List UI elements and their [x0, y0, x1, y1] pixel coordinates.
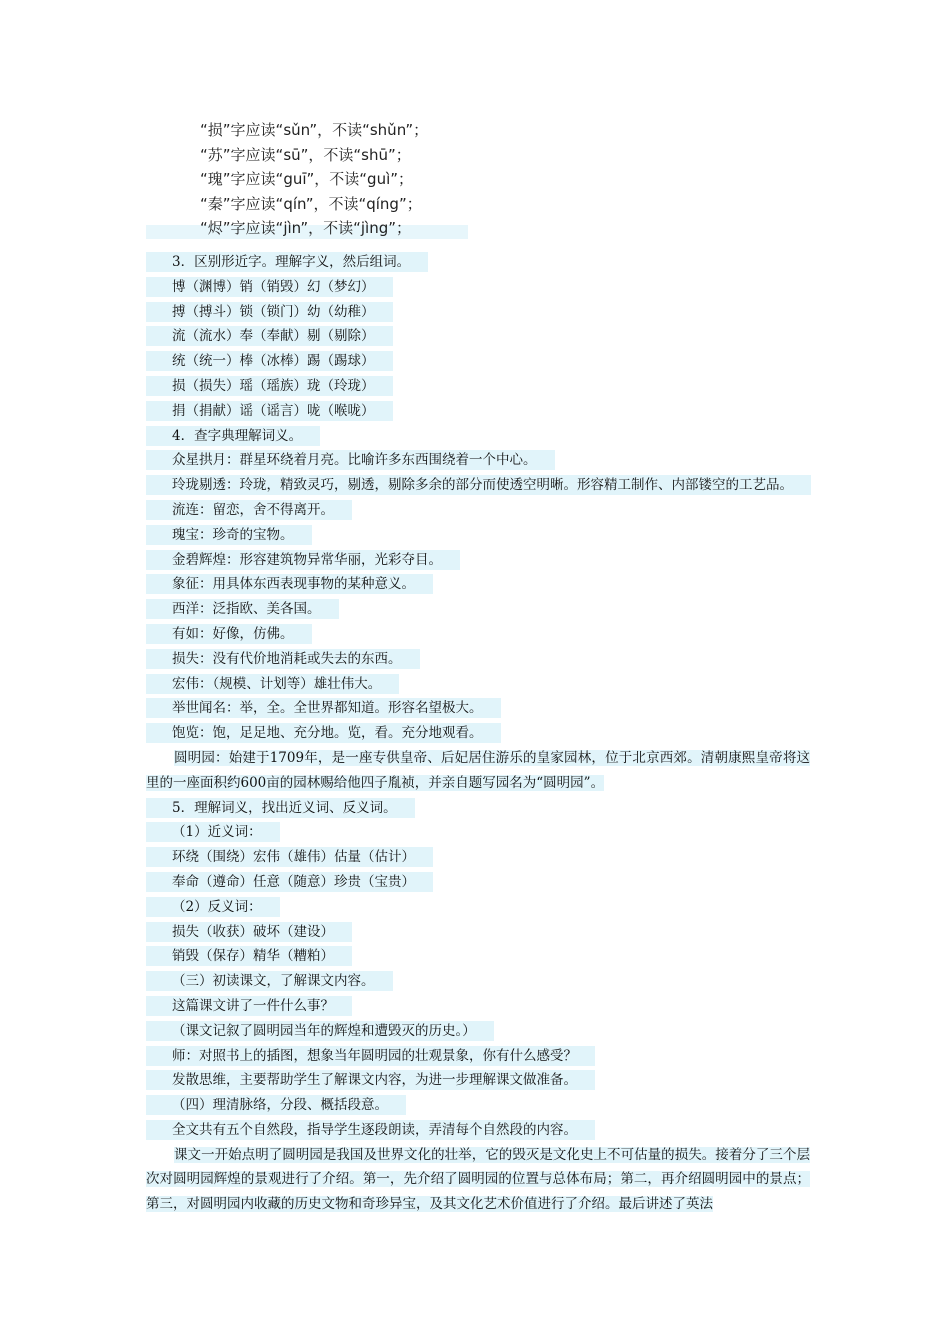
definition-line: 西洋：泛指欧、美各国。: [0, 597, 950, 622]
word-group-line: 博（渊博）销（销毁）幻（梦幻）: [0, 275, 950, 300]
subheading-line: （2）反义词：: [0, 895, 950, 920]
word-pair-line: 损失（收获）破坏（建设）: [0, 920, 950, 945]
definition-line: 举世闻名：举，全。全世界都知道。形容名望极大。: [0, 696, 950, 721]
definition-line: 象征：用具体东西表现事物的某种意义。: [0, 572, 950, 597]
definition-line: 饱览：饱，足足地、充分地。览，看。充分地观看。: [0, 721, 950, 746]
yuanmingyuan-paragraph: 圆明园：始建于1709年，是一座专供皇帝、后妃居住游乐的皇家园林，位于北京西郊。清朝康熙皇帝将这里的一座面积约600亩的园林赐给他四子胤祯，并亲自题写园名为“圆明园”。: [146, 749, 810, 791]
word-group-line: 捐（捐献）谣（谣言）咙（喉咙）: [0, 399, 950, 424]
heading-line: 3．区别形近字。理解字义，然后组词。: [0, 250, 950, 275]
summary-paragraph: 课文一开始点明了圆明园是我国及世界文化的壮举，它的毁灭是文化史上不可估量的损失。接着分了三个层次对圆明园辉煌的景观进行了介绍。第一，先介绍了圆明园的位置与总体布局；第二，再介绍圆明园中的景点；第三，对圆明园内收藏的历史文物和奇珍异宝，及其文化艺术价值进行了介绍。最后讲述了英法: [146, 1146, 810, 1213]
pronunciation-line: “秦”字应读“qín”，不读“qíng”；: [200, 194, 422, 213]
section-heading: （三）初读课文，了解课文内容。: [0, 969, 950, 994]
pronunciation-line: “烬”字应读“jìn”，不读“jìng”；: [200, 219, 412, 237]
word-group-line: 统（统一）棒（冰棒）踢（踢球）: [0, 349, 950, 374]
heading-line: 5．理解词义，找出近义词、反义词。: [0, 796, 950, 821]
document-body: [0, 250, 950, 1217]
teacher-line: 师：对照书上的插图，想象当年圆明园的壮观景象，你有什么感受？: [0, 1044, 950, 1069]
pronunciation-line: “苏”字应读“sū”，不读“shū”；: [200, 145, 411, 164]
subheading-line: （1）近义词：: [0, 820, 950, 845]
definition-line: 流连：留恋，舍不得离开。: [0, 498, 950, 523]
pronunciation-line: “损”字应读“sǔn”，不读“shǔn”；: [200, 121, 429, 139]
word-pair-line: 环绕（围绕）宏伟（雄伟）估量（估计）: [0, 845, 950, 870]
definition-line: 金碧辉煌：形容建筑物异常华丽，光彩夺目。: [0, 548, 950, 573]
section-heading: （四）理清脉络，分段、概括段意。: [0, 1093, 950, 1118]
pronunciation-line: “瑰”字应读“guī”，不读“guì”；: [200, 170, 414, 188]
definition-line: 玲珑剔透：玲珑，精致灵巧，剔透，剔除多余的部分而使透空明晰。形容精工制作、内部镂空的工艺品。: [0, 473, 950, 498]
word-group-line: 损（损失）瑶（瑶族）珑（玲珑）: [0, 374, 950, 399]
word-group-line: 流（流水）奉（奉献）剔（剔除）: [0, 324, 950, 349]
definition-line: 宏伟：（规模、计划等）雄壮伟大。: [0, 672, 950, 697]
definition-line: 损失：没有代价地消耗或失去的东西。: [0, 647, 950, 672]
pronunciation-image: [200, 118, 470, 241]
instruction-line: 全文共有五个自然段，指导学生逐段朗读，弄清每个自然段的内容。: [0, 1118, 950, 1143]
definition-line: 众星拱月：群星环绕着月亮。比喻许多东西围绕着一个中心。: [0, 448, 950, 473]
word-group-line: 搏（搏斗）锁（锁门）幼（幼稚）: [0, 300, 950, 325]
answer-line: （课文记叙了圆明园当年的辉煌和遭毁灭的历史。）: [0, 1019, 950, 1044]
note-line: 发散思维，主要帮助学生了解课文内容，为进一步理解课文做准备。: [0, 1068, 950, 1093]
word-pair-line: 奉命（遵命）任意（随意）珍贵（宝贵）: [0, 870, 950, 895]
definition-line: 有如：好像，仿佛。: [0, 622, 950, 647]
question-line: 这篇课文讲了一件什么事？: [0, 994, 950, 1019]
heading-line: 4．查字典理解词义。: [0, 424, 950, 449]
definition-line: 瑰宝：珍奇的宝物。: [0, 523, 950, 548]
word-pair-line: 销毁（保存）精华（糟粕）: [0, 944, 950, 969]
